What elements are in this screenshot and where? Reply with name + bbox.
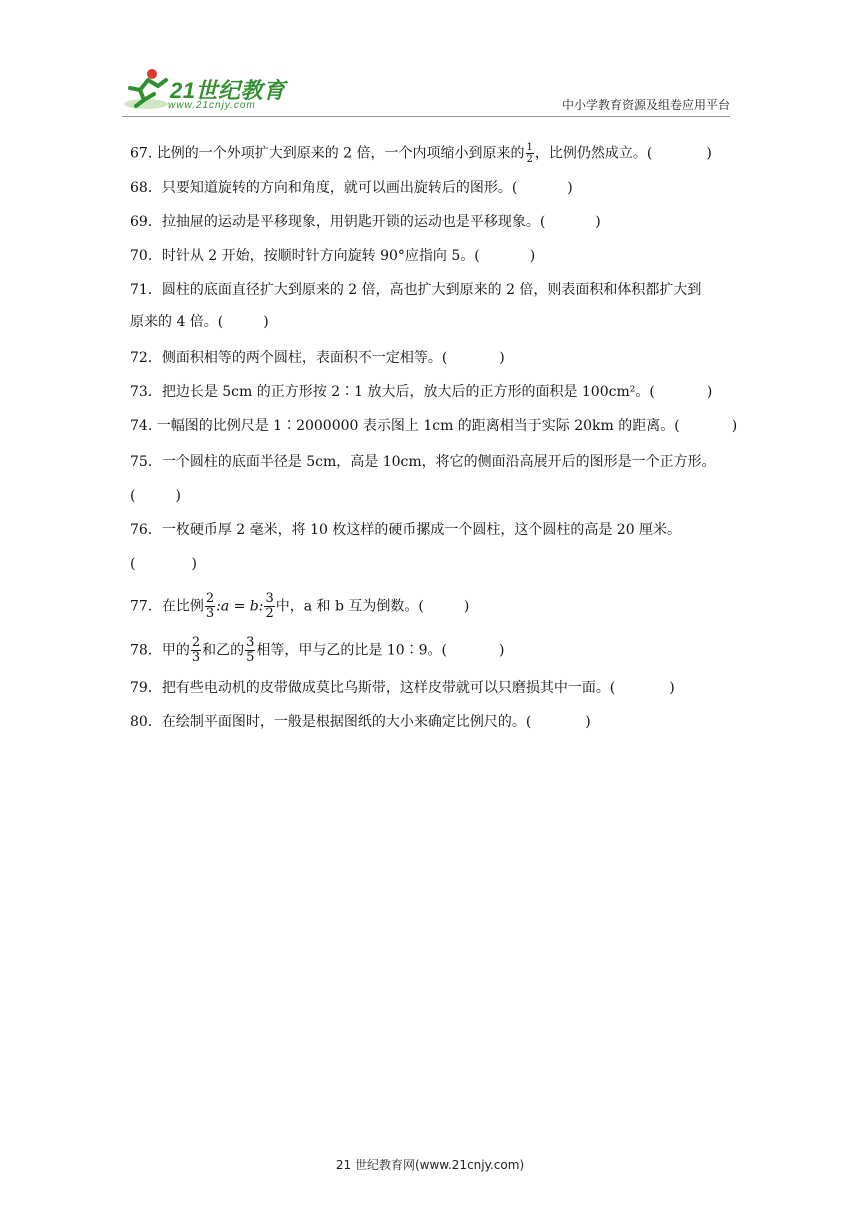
question-79: 79．把有些电动机的皮带做成莫比乌斯带，这样皮带就可以只磨损其中一面。( ) xyxy=(130,680,675,696)
logo-text: 21世纪教育 xyxy=(170,78,286,103)
question-77: 77．在比例 $\frac{2}{3}$ :a = b: $\frac{3}{2}$ 中，a 和 b 互为倒数。( ) xyxy=(130,591,470,621)
page-footer: 21 世纪教育网(www.21cnjy.com) xyxy=(335,1158,525,1172)
header-divider xyxy=(122,116,730,117)
fraction: $\frac{2}{3}$ xyxy=(205,591,215,621)
fraction: $\frac{1}{2}$ xyxy=(526,142,533,165)
question-69: 69．拉抽屉的运动是平移现象，用钥匙开锁的运动也是平移现象。( ) xyxy=(130,214,601,230)
fraction: $\frac{2}{3}$ xyxy=(191,635,201,665)
question-78: 78．甲的 $\frac{2}{3}$ 和乙的 $\frac{3}{5}$ 相等，甲与乙的比是 10∶9。( ) xyxy=(130,635,505,665)
question-73: 73．把边长是 5cm 的正方形按 2∶1 放大后，放大后的正方形的面积是 100cm²。( ) xyxy=(130,384,713,400)
question-70: 70．时针从 2 开始，按顺时针方向旋转 90°应指向 5。( ) xyxy=(130,248,536,264)
page-header xyxy=(0,0,860,120)
logo xyxy=(122,66,292,116)
question-80: 80．在绘制平面图时，一般是根据图纸的大小来确定比例尺的。( ) xyxy=(130,714,591,730)
question-75-cont: ( ) xyxy=(130,488,181,504)
logo-url: www.21cnjy.com xyxy=(168,100,256,111)
question-76: 76．一枚硬币厚 2 毫米，将 10 枚这样的硬币摞成一个圆柱，这个圆柱的高是 20 厘米。 xyxy=(130,522,682,538)
question-67: 67. 比例的一个外项扩大到原来的 2 倍，一个内项缩小到原来的 $\frac{1}{2}$ ，比例仍然成立。( ) xyxy=(130,142,712,165)
question-74: 74. 一幅图的比例尺是 1∶2000000 表示图上 1cm 的距离相当于实际 20km 的距离。( ) xyxy=(130,418,738,434)
runner-logo-icon xyxy=(122,66,170,112)
question-75: 75．一个圆柱的底面半径是 5cm，高是 10cm，将它的侧面沿高展开后的图形是一个正方形。 xyxy=(130,454,716,470)
fraction: $\frac{3}{5}$ xyxy=(246,635,255,665)
question-71: 71．圆柱的底面直径扩大到原来的 2 倍，高也扩大到原来的 2 倍，则表面积和体积都扩大到 xyxy=(130,282,702,298)
question-68: 68．只要知道旋转的方向和角度，就可以画出旋转后的图形。( ) xyxy=(130,180,573,196)
platform-title: 中小学教育资源及组卷应用平台 xyxy=(561,98,730,112)
question-72: 72．侧面积相等的两个圆柱，表面积不一定相等。( ) xyxy=(130,350,505,366)
question-71-cont: 原来的 4 倍。( ) xyxy=(130,314,269,330)
fraction: $\frac{3}{2}$ xyxy=(265,591,274,621)
question-76-cont: ( ) xyxy=(130,556,197,572)
